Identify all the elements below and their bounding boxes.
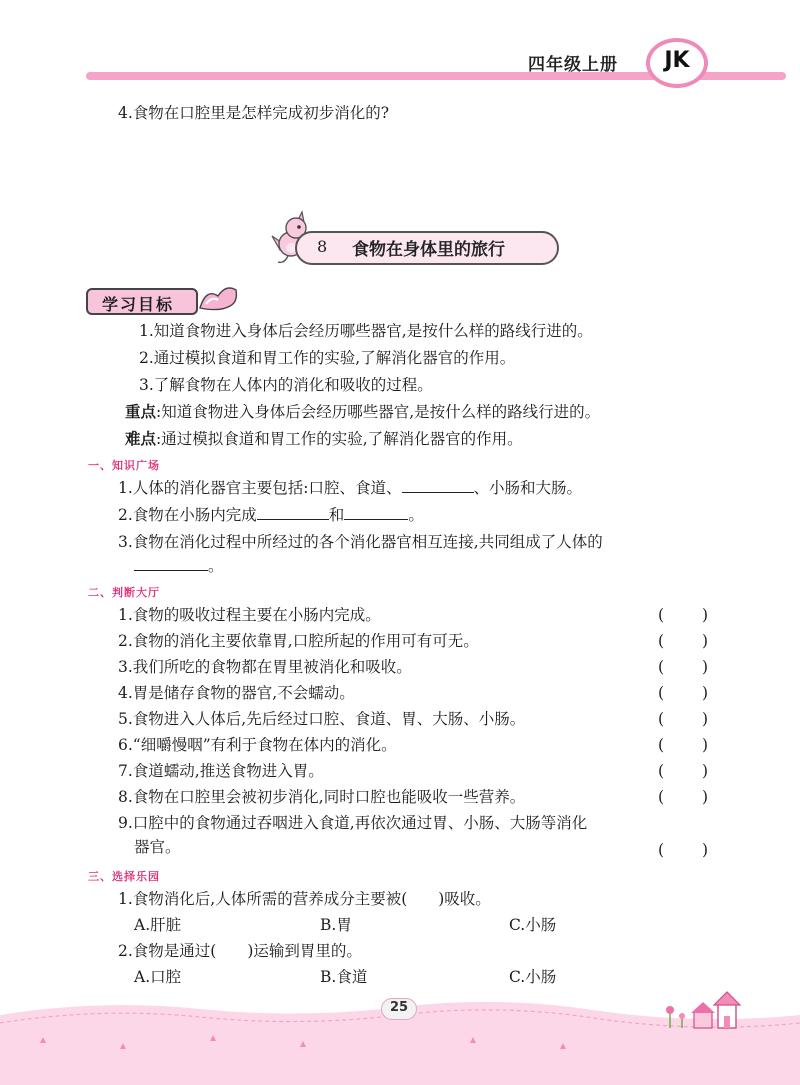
choice-question-1: 1.食物消化后,人体所需的营养成分主要被( )吸收。 — [118, 890, 491, 908]
judge-item: 6.“细嚼慢咽”有利于食物在体内的消化。 — [118, 736, 397, 754]
edition-badge-text: JK — [664, 48, 690, 73]
lesson-title: 食物在身体里的旅行 — [352, 240, 505, 260]
difficult-point-text: :通过模拟食道和胃工作的实验,了解消化器官的作用。 — [156, 430, 523, 448]
answer-parentheses[interactable]: () — [658, 658, 747, 676]
lesson-number: 8 — [317, 237, 328, 256]
section-choice-title: 三、选择乐园 — [88, 870, 160, 883]
answer-parentheses[interactable]: () — [658, 736, 747, 754]
judge-item: 4.胃是储存食物的器官,不会蠕动。 — [118, 684, 355, 702]
fill-q2-part-b: 和 — [328, 506, 345, 524]
objectives-tag-label: 学习目标 — [102, 295, 175, 314]
fill-q3-part-b: 。 — [208, 557, 224, 575]
choice-option[interactable]: A.口腔 — [134, 968, 182, 986]
edition-badge — [646, 38, 708, 88]
choice-question-2: 2.食物是通过( )运输到胃里的。 — [118, 942, 362, 960]
previous-question: 4.食物在口腔里是怎样完成初步消化的? — [118, 104, 390, 122]
answer-blank[interactable] — [134, 556, 208, 571]
grade-label: 四年级上册 — [528, 55, 618, 75]
fill-q2-part-a: 2.食物在小肠内完成 — [118, 506, 257, 524]
house-and-flowers-icon — [660, 990, 750, 1030]
objective-2: 2.通过模拟食道和胃工作的实验,了解消化器官的作用。 — [139, 349, 516, 367]
fill-question-2 — [118, 505, 424, 525]
judge-item: 2.食物的消化主要依靠胃,口腔所起的作用可有可无。 — [118, 632, 479, 650]
difficult-point-label: 难点 — [125, 430, 157, 448]
judge-item: 7.食道蠕动,推送食物进入胃。 — [118, 762, 324, 780]
answer-blank[interactable] — [402, 478, 474, 493]
judge-item: 5.食物进入人体后,先后经过口腔、食道、胃、大肠、小肠。 — [118, 710, 526, 728]
fill-q2-part-c: 。 — [408, 506, 424, 524]
fill-q1-part-b: 、小肠和大肠。 — [473, 479, 583, 497]
fill-question-1 — [118, 478, 582, 498]
answer-parentheses[interactable]: () — [658, 632, 747, 650]
choice-option[interactable]: B.食道 — [320, 968, 368, 986]
choice-option[interactable]: C.小肠 — [509, 968, 557, 986]
judge-item-cont: 器官。 — [134, 838, 181, 856]
page-number-badge — [381, 998, 417, 1020]
objectives-tag — [86, 288, 198, 315]
fill-question-3-cont — [134, 556, 224, 576]
objective-3: 3.了解食物在人体内的消化和吸收的过程。 — [139, 376, 433, 394]
answer-parentheses[interactable]: () — [658, 788, 747, 806]
choice-option[interactable]: B.胃 — [320, 916, 352, 934]
judge-item: 1.食物的吸收过程主要在小肠内完成。 — [118, 606, 381, 624]
pink-wave-decoration-icon — [196, 282, 240, 314]
key-point-text: :知道食物进入身体后会经历哪些器官,是按什么样的路线行进的。 — [156, 403, 601, 421]
page-number: 25 — [389, 1000, 409, 1015]
objective-1: 1.知道食物进入身体后会经历哪些器官,是按什么样的路线行进的。 — [139, 322, 593, 340]
answer-parentheses[interactable]: () — [658, 762, 747, 780]
section-judge-title: 二、判断大厅 — [88, 586, 160, 599]
key-point-label: 重点 — [125, 403, 157, 421]
judge-item: 8.食物在口腔里会被初步消化,同时口腔也能吸收一些营养。 — [118, 788, 526, 806]
choice-option[interactable]: A.肝脏 — [134, 916, 182, 934]
answer-blank[interactable] — [344, 505, 408, 520]
fill-q1-part-a: 1.人体的消化器官主要包括:口腔、食道、 — [118, 479, 402, 497]
answer-parentheses[interactable]: () — [658, 841, 747, 859]
section-knowledge-title: 一、知识广场 — [88, 459, 160, 472]
answer-blank[interactable] — [257, 505, 329, 520]
answer-parentheses[interactable]: () — [658, 606, 747, 624]
difficult-point — [125, 429, 523, 449]
choice-option[interactable]: C.小肠 — [509, 916, 557, 934]
fill-question-3: 3.食物在消化过程中所经过的各个消化器官相互连接,共同组成了人体的 — [118, 533, 603, 551]
judge-item: 3.我们所吃的食物都在胃里被消化和吸收。 — [118, 658, 412, 676]
key-point — [125, 402, 600, 422]
answer-parentheses[interactable]: () — [658, 684, 747, 702]
answer-parentheses[interactable]: () — [658, 710, 747, 728]
judge-item: 9.口腔中的食物通过吞咽进入食道,再依次通过胃、小肠、大肠等消化 — [118, 814, 588, 832]
